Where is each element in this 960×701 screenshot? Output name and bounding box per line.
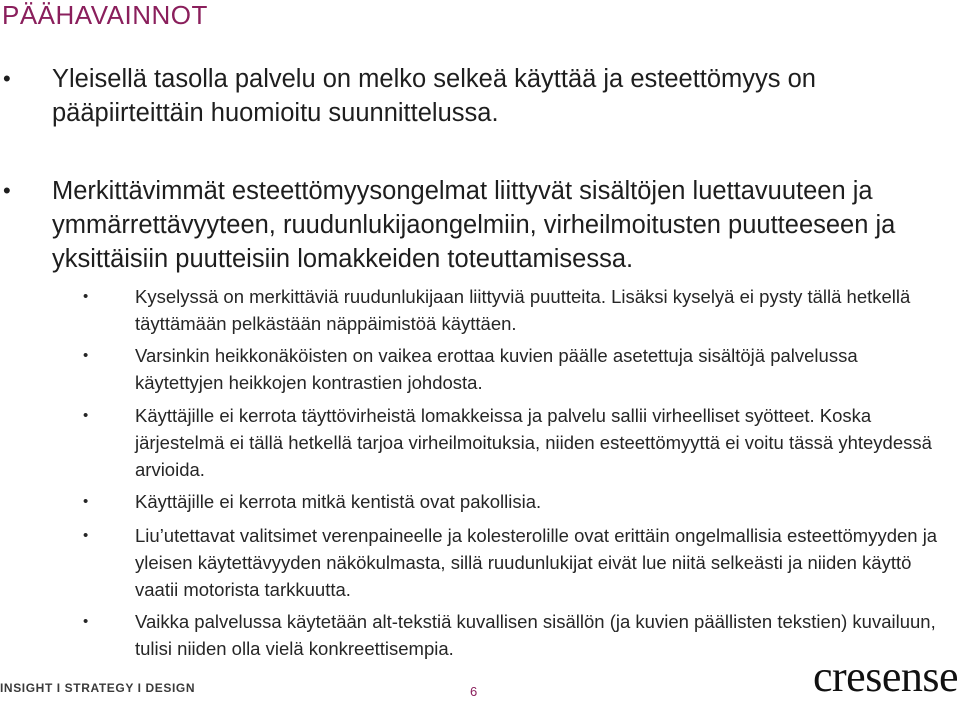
sub-bullet-text: Kyselyssä on merkittäviä ruudunlukijaan liittyviä puutteita. Lisäksi kyselyä ei pysty tällä hetkellä täyttämään pelkästään näppäimistöä käyttäen. [135,286,911,334]
sub-bullet-item [83,402,945,483]
bullet-text: Merkittävimmät esteettömyysongelmat liittyvät sisältöjen luettavuuteen ja ymmärrettävyyteen, ruudunlukijaongelmiin, virheilmoitusten puutteeseen ja yksittäisiin puutteisiin lomakkeiden toteuttamisessa. [52,177,896,273]
sub-bullet-text: Käyttäjille ei kerrota mitkä kentistä ovat pakollisia. [135,491,542,512]
sub-bullet-item [83,283,945,337]
bullet-item [3,174,942,276]
sub-bullet-text: Varsinkin heikkonäköisten on vaikea erottaa kuvien päälle asetettuja sisältöjä palvelussa käytettyjen heikkojen kontrastien johdosta. [135,345,858,393]
footer-tagline: INSIGHT I STRATEGY I DESIGN [0,681,196,695]
bullet-dot-icon: • [83,407,89,424]
bullet-dot-icon: • [83,347,89,364]
bullet-item [3,62,942,130]
sub-bullet-text: Vaikka palvelussa käytetään alt-tekstiä kuvallisen sisällön (ja kuvien päällisten tekstien) kuvailuun, tulisi niiden olla vielä konkreettisempia. [135,611,936,659]
sub-bullet-text: Käyttäjille ei kerrota täyttövirheistä lomakkeissa ja palvelu sallii virheelliset syötteet. Koska järjestelmä ei tällä hetkellä tarjoa virheilmoituksia, niiden esteettömyyttä ei voitu tässä yhteydessä arvioida. [135,405,932,480]
company-logo: cresense [812,652,958,701]
bullet-dot-icon: • [3,178,11,203]
bullet-dot-icon: • [83,493,89,510]
bullet-dot-icon: • [83,527,89,544]
sub-bullet-item [83,342,945,396]
sub-bullet-text: Liu’utettavat valitsimet verenpaineelle ja kolesterolille ovat erittäin ongelmallisia esteettömyyden ja yleisen käytettävyyden näkökulmasta, sillä ruudunlukijat eivät lue niitä selkeästi ja niiden käyttö vaatii motorista tarkkuutta. [135,525,938,600]
page-number: 6 [470,684,478,699]
bullet-dot-icon: • [3,66,11,91]
bullet-text: Yleisellä tasolla palvelu on melko selkeä käyttää ja esteettömyys on pääpiirteittäin huomioitu suunnittelussa. [52,65,816,127]
sub-bullet-item [83,522,945,603]
sub-bullet-item [83,488,945,515]
bullet-dot-icon: • [83,613,89,630]
slide-title: PÄÄHAVAINNOT [2,0,208,30]
bullet-dot-icon: • [83,288,89,305]
